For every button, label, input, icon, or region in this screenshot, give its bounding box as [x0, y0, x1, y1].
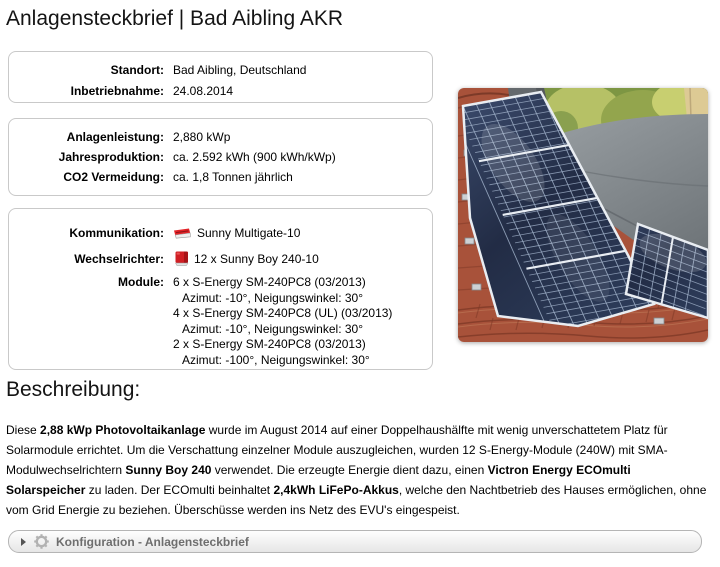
- jahresproduktion-row: [9, 147, 432, 167]
- module-line: 4 x S-Energy SM-240PC8 (UL) (03/2013): [173, 306, 393, 320]
- description-text: [6, 420, 713, 520]
- location-info-box: [8, 51, 433, 103]
- expand-arrow-icon[interactable]: [21, 538, 26, 546]
- wechselrichter-value: 12 x Sunny Boy 240-10: [194, 251, 319, 266]
- module-azimut-line: Azimut: -100°, Neigungswinkel: 30°: [182, 352, 370, 367]
- module-azimut-line: Azimut: -10°, Neigungswinkel: 30°: [182, 321, 364, 336]
- desc-segment: Diese: [6, 423, 41, 437]
- anlagenleistung-row: [9, 127, 432, 147]
- desc-segment: verwendet. Die erzeugte Energie dient dazu, einen: [211, 463, 488, 477]
- module-line: 6 x S-Energy SM-240PC8 (03/2013): [173, 275, 366, 289]
- config-panel-header[interactable]: [8, 530, 702, 553]
- performance-info-box: [8, 118, 433, 196]
- page-title: Anlagensteckbrief | Bad Aibling AKR: [6, 7, 343, 30]
- co2-vermeidung-value: ca. 1,8 Tonnen jährlich: [173, 170, 293, 184]
- anlagenleistung-label: Anlagenleistung:: [66, 130, 164, 144]
- module-lines: [173, 275, 392, 368]
- co2-vermeidung-label: CO2 Vermeidung:: [63, 170, 164, 184]
- jahresproduktion-label: Jahresproduktion:: [58, 150, 164, 164]
- kommunikation-value: Sunny Multigate-10: [197, 225, 301, 240]
- kommunikation-row: [9, 220, 432, 245]
- inbetriebnahme-label: Inbetriebnahme:: [70, 84, 164, 98]
- desc-segment: , welche den Nachtbetrieb des Hauses ermöglichen, ohne vom Grid Energie zu beziehen. Überschüsse werden ins Netz des EVU's eingespeist.: [6, 483, 707, 517]
- inbetriebnahme-row: [9, 81, 432, 102]
- jahresproduktion-value: ca. 2.592 kWh (900 kWh/kWp): [173, 150, 336, 164]
- standort-label: Standort:: [110, 63, 164, 77]
- desc-segment-bold: Sunny Boy 240: [125, 463, 212, 477]
- gear-icon: [34, 534, 49, 549]
- multigate-device-icon: [173, 226, 193, 239]
- standort-value: Bad Aibling, Deutschland: [173, 63, 307, 77]
- inbetriebnahme-value: 24.08.2014: [173, 84, 234, 98]
- desc-segment-bold: 2,88 kWp Photovoltaikanlage: [40, 423, 206, 437]
- desc-segment-bold: Victron Energy ECOmulti Solarspeicher: [6, 463, 631, 497]
- standort-row: [9, 60, 432, 81]
- desc-segment-bold: 2,4kWh LiFePo-Akkus: [273, 483, 399, 497]
- desc-segment: zu laden. Der ECOmulti beinhaltet: [85, 483, 274, 497]
- wechselrichter-label: Wechselrichter:: [74, 251, 164, 266]
- co2-vermeidung-row: [9, 167, 432, 187]
- kommunikation-label: Kommunikation:: [69, 225, 164, 240]
- module-label: Module:: [118, 275, 164, 289]
- config-panel-label: Konfiguration - Anlagensteckbrief: [56, 534, 249, 549]
- installation-photo: [458, 88, 708, 342]
- inverter-device-icon: [173, 250, 190, 267]
- description-heading: Beschreibung:: [6, 378, 141, 401]
- desc-segment: wurde im August 2014 auf einer Doppelhaushälfte mit wenig unverschattetem Platz für Solarmodule errichtet. Um die Verschattung einzelner Module auszugleichen, wurden 12 S-Energy-Module (240W) mit SMA-Modulwechselrichtern: [6, 423, 668, 477]
- module-row: [9, 275, 432, 368]
- anlagenleistung-value: 2,880 kWp: [173, 130, 231, 144]
- module-azimut-line: Azimut: -10°, Neigungswinkel: 30°: [182, 290, 364, 305]
- module-line: 2 x S-Energy SM-240PC8 (03/2013): [173, 337, 366, 351]
- devices-info-box: [8, 208, 433, 370]
- wechselrichter-row: [9, 245, 432, 272]
